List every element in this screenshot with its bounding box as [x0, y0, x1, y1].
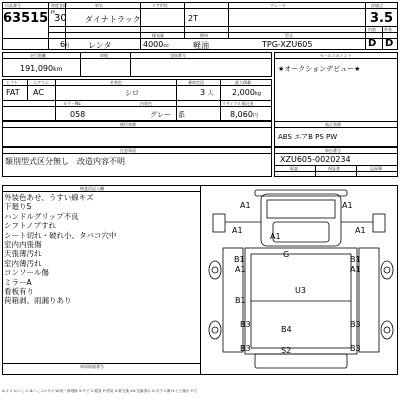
recycle-fee: [230, 110, 258, 119]
manual-label: 取説: [290, 166, 298, 171]
usage-type: レンタ: [88, 41, 112, 50]
displacement-label: 排気量: [152, 33, 164, 38]
model-year: 30: [54, 13, 67, 24]
remark-line: 天張薄汚れ: [4, 249, 42, 259]
record-book-value: -: [359, 172, 361, 177]
damage-marker: A1: [270, 232, 281, 241]
exterior-grade-label: 外装: [384, 27, 392, 32]
interior-color-unit: 系: [178, 111, 185, 119]
equipment-list: ABS エアB PS PW: [278, 133, 338, 141]
mileage-label: 走行距離: [30, 53, 46, 58]
load-unit: kg: [254, 91, 261, 97]
seats-value: 3: [200, 88, 206, 97]
max-load: [232, 88, 261, 97]
remark-line: 荷箱剥、雨漏りあり: [4, 296, 72, 306]
body-type: 2T: [188, 14, 198, 23]
first-registration-label: 初度登録: [51, 3, 67, 8]
remark-line: シフトノブすれ: [4, 221, 57, 231]
damage-marker: B3: [240, 344, 251, 353]
body-type-label: ドア形状: [152, 3, 168, 8]
color-number-label: カラーNo.: [63, 101, 82, 106]
interior-color: [150, 110, 185, 120]
interior-color-label: 内装色: [140, 101, 152, 106]
seats-unit: 人: [207, 90, 214, 97]
vehicle-damage-diagram: [201, 186, 397, 374]
exterior-color-label: 外装色: [110, 80, 122, 85]
lot-number-label: 出品番号: [5, 3, 21, 8]
damage-marker: A1: [350, 265, 361, 274]
damage-marker: A1: [342, 201, 353, 210]
chassis-number: XZU605-0020234: [280, 155, 351, 164]
fuel-label: 燃料: [200, 33, 208, 38]
aftermarket-label: 後付装備: [120, 122, 136, 127]
inspection-remarks-label: 検査員記入欄: [80, 186, 104, 191]
damage-marker: B1: [350, 255, 361, 264]
remark-line: ミラーA: [4, 277, 32, 287]
damage-marker: U3: [295, 286, 306, 295]
damage-marker: B1: [234, 255, 245, 264]
damage-marker: G: [283, 250, 290, 259]
max-load-label: 最大積載: [235, 80, 251, 85]
lot-number: 63515: [3, 11, 49, 26]
damage-marker: B3: [350, 344, 361, 353]
model-code-label: 型式: [285, 33, 293, 38]
ac-value: AC: [33, 88, 44, 97]
chassis-number-label: 車台番号: [325, 148, 341, 153]
sales-point-label: セールスポイント: [320, 53, 352, 58]
shift-type: FAT: [6, 88, 20, 97]
remark-line: コンソール傷: [4, 268, 49, 278]
damage-marker: S2: [281, 346, 292, 355]
model-name-label: 車名: [95, 3, 103, 8]
damage-marker: A1: [240, 201, 251, 210]
displacement-value: 4000: [143, 40, 164, 49]
model-code: TPG-XZU605: [262, 40, 313, 49]
damage-marker: B4: [281, 325, 292, 334]
interior-color-value: グレー: [150, 111, 171, 119]
seats-label: 乗車定員: [188, 80, 204, 85]
damage-marker: B1: [235, 296, 246, 305]
recycle-unit: 円: [252, 113, 258, 119]
ac-label: エアコン: [33, 80, 49, 85]
era-symbol: H: [51, 10, 55, 16]
equipment-label: 純正装備: [325, 122, 341, 127]
manual-value: -: [277, 172, 279, 177]
remark-line: ハンドルグリップ不良: [4, 211, 79, 221]
damage-marker: A1: [232, 226, 243, 235]
load-value: 2,000: [232, 88, 255, 97]
mileage-unit: km: [53, 66, 63, 73]
notes-label: 注意事項: [120, 148, 136, 153]
mileage-value: 191,090: [20, 64, 54, 73]
record-book-label: 記録簿: [370, 166, 382, 171]
color-number: 058: [70, 110, 86, 119]
aftermarket-box: [2, 121, 272, 147]
interior-grade-label: 内装: [368, 27, 376, 32]
registration-month: [60, 40, 70, 49]
damage-legend: A:キズ U:へこみ B:へこみ+キズ W:波・修理跡 S:サビ C:腐食 P:塗装 X:要交換 XX:交換済み G:ガラス傷 H:ヒビ割れ Y:穴: [2, 389, 198, 393]
exterior-grade: D: [385, 38, 394, 49]
vehicle-info-number-label: 車両情報番号: [80, 364, 104, 369]
mileage: [20, 64, 62, 73]
exterior-color: シロ: [125, 89, 139, 97]
displacement-unit: cc: [163, 43, 169, 49]
inspection-remarks: [4, 193, 198, 306]
interior-grade: D: [368, 38, 377, 49]
damage-marker: B3: [350, 320, 361, 329]
damage-marker: A1: [235, 265, 246, 274]
recycle-fee-label: リサイクル預託金: [222, 101, 254, 106]
damage-marker: A1: [355, 226, 366, 235]
damage-marker: B3: [240, 320, 251, 329]
fuel-type: 軽油: [193, 41, 209, 50]
score-label: 評価点: [371, 3, 383, 8]
warranty-label: 保証書: [328, 166, 340, 171]
registration-number-label: 登録番号: [170, 53, 186, 58]
warranty-value: -: [318, 172, 320, 177]
remark-line: 看板有り: [4, 287, 34, 297]
recycle-value: 8,060: [230, 110, 253, 119]
remark-line: 室内薄汚れ: [4, 258, 42, 268]
month-unit: 月: [65, 43, 71, 49]
remark-line: シート切れ・破れ小、タバコ穴中: [4, 230, 117, 240]
remark-line: 室内内張傷: [4, 240, 42, 250]
auction-score: 3.5: [370, 11, 394, 26]
shift-label: シフト: [6, 80, 18, 85]
sales-point-text: ★オークションデビュー★: [278, 65, 361, 73]
model-name: ダイナトラック: [85, 15, 141, 24]
month-value: 6: [60, 40, 66, 49]
inspection-label: 車検: [100, 53, 108, 58]
remark-line: 下廻りS: [4, 202, 32, 212]
notes-text: 類別型式区分無し 改造内容不明: [5, 157, 125, 166]
seat-capacity: [200, 88, 214, 97]
remark-line: 外装色あせ、うすい線キズ: [4, 193, 94, 202]
grade-label: グレード: [270, 3, 286, 8]
displacement: [143, 40, 169, 49]
